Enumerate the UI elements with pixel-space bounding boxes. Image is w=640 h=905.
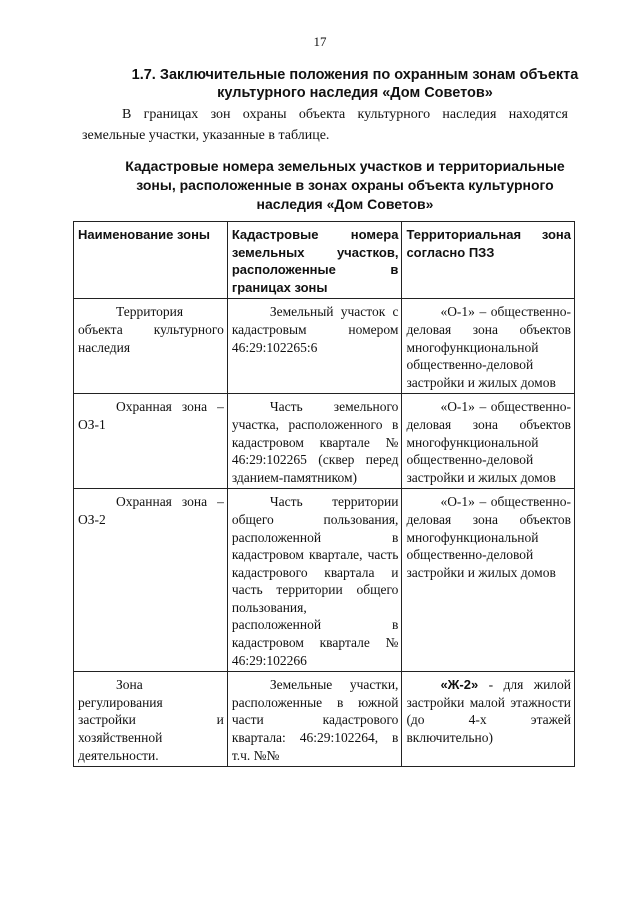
zone-description: - для жилой застройки малой этажности (до 4-х этажей включительно) <box>406 677 572 746</box>
cadastral-cell: Земельные участки, расположенные в южной части кадастрового квартала: 46:29:102264, в т.ч. №№ <box>227 672 402 767</box>
page-number: 17 <box>313 34 327 49</box>
table-row <box>74 299 575 394</box>
territorial-zone-cell <box>402 672 575 767</box>
zone-code: «Ж-2» <box>440 677 479 693</box>
zone-name-cell: Охранная зона – ОЗ-2 <box>74 489 228 672</box>
intro-paragraph: В границах зон охраны объекта культурного наследия находятся земельные участки, указанные в таблице. <box>82 107 568 143</box>
table-row <box>74 489 575 672</box>
territorial-zone-cell: «О-1» – общественно-деловая зона объектов многофункциональной общественно-деловой застройки и жилых домов <box>402 489 575 672</box>
cadastral-cell: Часть территории общего пользования, расположенной в кадастровом квартале, часть кадастрового квартала и часть территории общего пользования, расположенной в кадастровом квартале № 46:29:102266 <box>227 489 402 672</box>
cadastral-cell: Часть земельного участка, расположенного в кадастровом квартале № 46:29:102265 (сквер перед зданием-памятником) <box>227 394 402 489</box>
territorial-zone-cell: «О-1» – общественно-деловая зона объектов многофункциональной общественно-деловой застройки и жилых домов <box>402 299 575 394</box>
table-row <box>74 394 575 489</box>
table-header-row <box>74 222 575 299</box>
header-cadastral-numbers: Кадастровые номера земельных участков, расположенные в границах зоны <box>227 222 402 299</box>
table-row <box>74 672 575 767</box>
territorial-zone-cell: «О-1» – общественно-деловая зона объектов многофункциональной общественно-деловой застройки и жилых домов <box>402 394 575 489</box>
zone-name-cell: Территория объекта культурного наследия <box>74 299 228 394</box>
zone-name-cell: Охранная зона – ОЗ-1 <box>74 394 228 489</box>
cadastral-cell: Земельный участок с кадастровым номером 46:29:102265:6 <box>227 299 402 394</box>
section-heading: 1.7. Заключительные положения по охранным зонам объекта культурного наследия «Дом Советов» <box>131 67 579 101</box>
header-territorial-zone: Территориальная зона согласно ПЗЗ <box>402 222 575 299</box>
table-caption: Кадастровые номера земельных участков и территориальные зоны, расположенные в зонах охраны объекта культурного наследия «Дом Советов» <box>125 158 565 212</box>
zone-name-cell: Зона регулирования застройки и хозяйственной деятельности. <box>74 672 228 767</box>
zones-table <box>73 221 575 767</box>
header-zone-name: Наименование зоны <box>74 222 228 299</box>
